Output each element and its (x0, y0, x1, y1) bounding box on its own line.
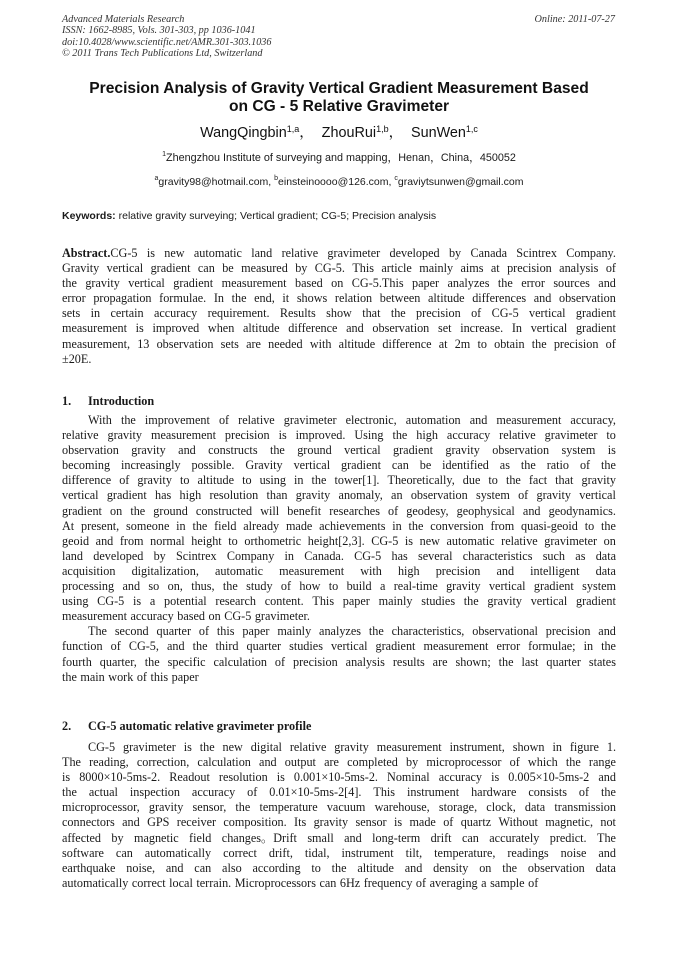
text-line: connectors and GPS receiver composition. Its gravity sensor is made of quartz Without magnetic, not (62, 815, 616, 830)
section-1-paragraph-2 (62, 624, 616, 684)
affiliation: $^1$Zhengzhou Institute of surveying and mapping，Henan，China，450052 (162, 151, 516, 164)
text-line: software can automatically correct drift, tidal, instrument tilt, temperature, readings noise and (62, 845, 616, 860)
text-line: using CG-5 is a potential research content. This paper mainly studies the gravity vertical gradient (62, 594, 616, 609)
text-line: the gravity vertical gradient measurement based on CG-5.This paper analyzes the error sources and (62, 276, 616, 291)
text-line: difference of gravity to altitude to using in the tower[1]. Theoretically, due to the fact that gravity (62, 473, 616, 488)
text-line: The second quarter of this paper mainly analyzes the characteristics, observational precision and (88, 624, 616, 639)
paper-title (62, 80, 616, 116)
text-line: earthquake noise, and can also according to the altitude and density on the observation data (62, 860, 616, 875)
section-2-paragraph-1 (62, 740, 616, 891)
author-emails: $^a$gravity98@hotmail.com, $^b$einsteinoooo@126.com, $^c$graviytsunwen@gmail.com (154, 175, 524, 188)
text-line: automatically correct local terrain. Microprocessors can 6Hz frequency of averaging a sample of (62, 875, 539, 890)
text-line: sets in certain accuracy requirement. Results show that the precision of CG-5 vertical gradient (62, 306, 616, 321)
author-list (62, 124, 616, 142)
text-line: processing and so on, thus, the study of how to build a real-time gravity vertical gradient system (62, 579, 616, 594)
text-line: CG-5 gravimeter is the new digital relative gravity measurement instrument, shown in figure 1. (88, 740, 616, 754)
text-line: Abstract.CG-5 is new automatic land relative gravimeter developed by Canada Scintrex Company. (62, 246, 616, 260)
author-2: ZhouRui$^{1,b}$， (321, 124, 403, 141)
author-1: WangQingbin$^{1,a}$， (200, 124, 314, 141)
text-line: error propagation formulae. In the end, it shows relation between altitude differences and observation (62, 291, 616, 306)
text-line: The reading, correction, calculation and output are completed by microprocessor of which the range (62, 755, 616, 770)
section-1-heading: 1. Introduction (62, 394, 155, 408)
journal-header (62, 14, 462, 59)
text-line: becoming increasingly possible. Gravity vertical gradient can be identified as the ratio of the (62, 458, 616, 473)
abstract-label: Abstract. (62, 246, 111, 260)
text-line: ±20E. (62, 351, 92, 366)
journal-name: Advanced Materials Research (62, 14, 185, 25)
text-line: measurement is improved when altitude difference and observation set increase. In vertical gradient (62, 321, 616, 336)
doi-line: doi:10.4028/www.scientific.net/AMR.301-303.1036 (62, 36, 272, 48)
online-date: Online: 2011-07-27 (534, 14, 615, 25)
section-2-heading: 2. CG-5 automatic relative gravimeter profile (62, 719, 312, 733)
title-line-2: on CG - 5 Relative Gravimeter (228, 98, 450, 115)
title-line-1: Precision Analysis of Gravity Vertical Gradient Measurement Based (89, 80, 589, 97)
text-line: At present, someone in the field already made achievements in the conversion from quasi-geoid to the (62, 518, 616, 533)
keywords-text: relative gravity surveying; Vertical gradient; CG-5; Precision analysis (115, 210, 437, 222)
text-line: measurement, 13 observation sets are needed with altitude difference at 2m to obtain the precision of (62, 336, 616, 351)
text-line: fourth quarter, the specific calculation of precision analysis results are shown; the last quarter states (62, 654, 616, 669)
text-line: measurement accuracy based on CG-5 gravimeter. (62, 609, 310, 624)
text-line: acquisition digitalization, automatic measurement with high precision and intelligent data (62, 563, 616, 578)
keywords-label: Keywords: (62, 210, 116, 222)
text-line: land developed by Scintrex Company in Canada. CG-5 has several characteristics such as data (62, 548, 616, 563)
text-line: the actual inspection accuracy of 0.01×10-5ms-2[4]. This instrument hardware consists of the (62, 785, 616, 800)
text-line: observation gravity and constructs the ground vertical gradient gravity observation system is (62, 443, 616, 458)
text-line: is 8000×10-5ms-2. Readout resolution is 0.001×10-5ms-2. Nominal accuracy is 0.005×10-5ms-2 and (62, 770, 616, 785)
text-line: the main work of this paper (62, 669, 199, 684)
text-line: gradient on the ground constructed will benefit researches of geodesy, geophysical and geodynamics. (62, 503, 616, 518)
keywords (62, 210, 616, 223)
text-line: affected by magnetic field changes。Drift small and long-term drift can accurately predict. The (62, 830, 616, 845)
issn-line: ISSN: 1662-8985, Vols. 301-303, pp 1036-1041 (62, 25, 256, 37)
section-1-paragraph-1 (62, 413, 616, 624)
text-line: relative gravity measurement precision is improved. Using the high accuracy relative gravimeter to (62, 428, 616, 443)
text-line: vertical gradient has high resolution than gravity anomaly, an observation system of gravity vertical (62, 488, 616, 503)
text-line: geoid and from normal height to orthometric height[2,3]. CG-5 is new automatic relative gravimeter on (62, 533, 616, 548)
copyright-line: © 2011 Trans Tech Publications Ltd, Switzerland (62, 47, 263, 59)
author-3: SunWen$^{1,c}$ (410, 124, 478, 141)
text-line: microprocessor, gravity sensor, the temperature vacuum warehouse, storage, clock, data transmission (62, 800, 616, 815)
abstract (62, 246, 616, 367)
text-line: Gravity vertical gradient can be measured by CG-5. This article mainly aims at precision analysis of (62, 261, 616, 276)
text-line: function of CG-5, and the third quarter studies vertical gradient measurement error formulae; in the (62, 639, 616, 654)
text-line: With the improvement of relative gravimeter electronic, automation and measurement accuracy, (88, 413, 616, 427)
